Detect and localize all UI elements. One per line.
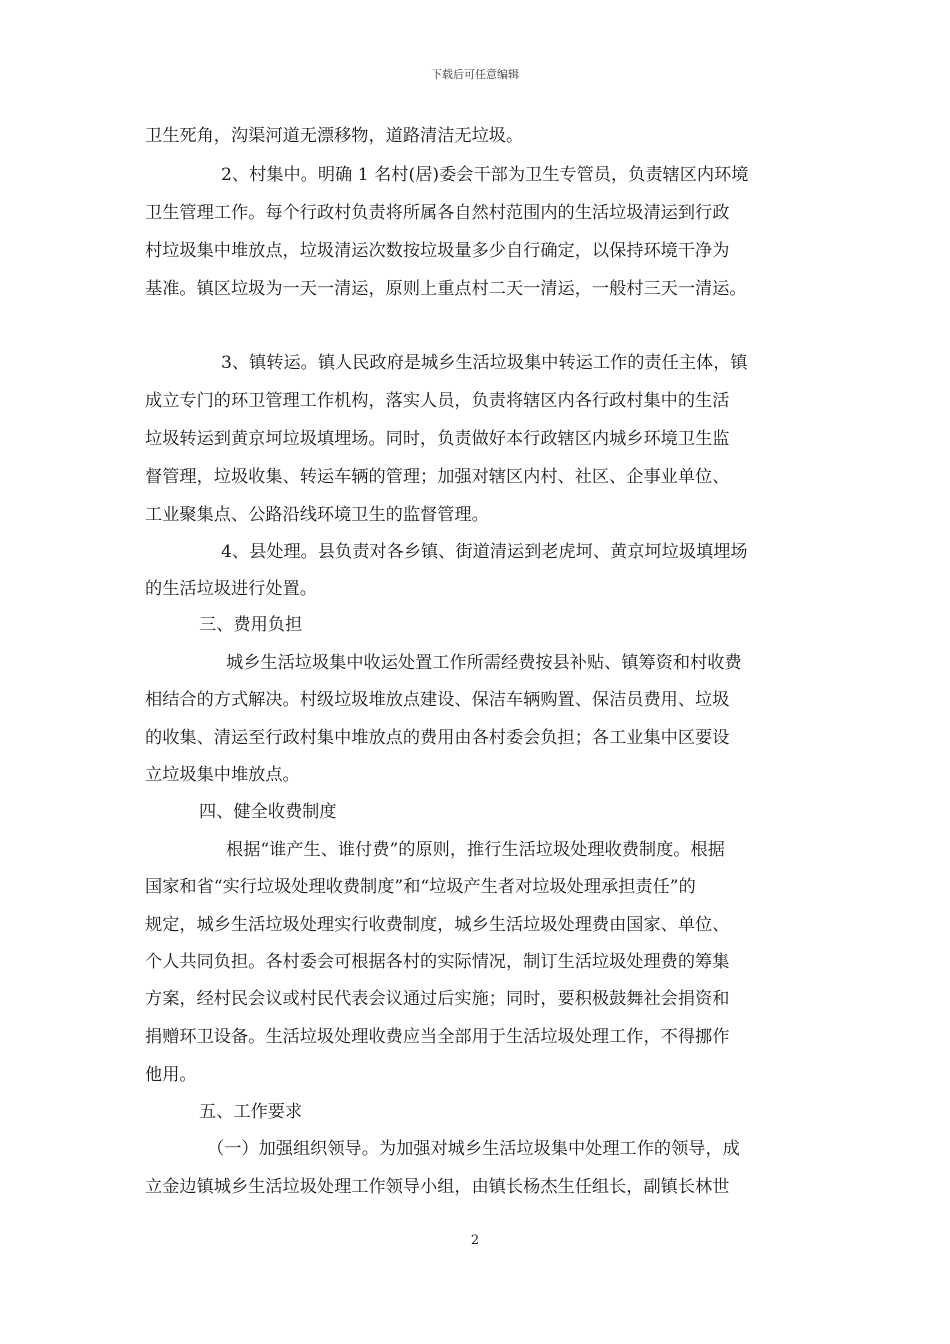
- page-header: 下载后可任意编辑: [431, 68, 519, 81]
- text-line: 村垃圾集中堆放点，垃圾清运次数按垃圾量多少自行确定，以保持环境干净为: [145, 241, 730, 261]
- text-line: 个人共同负担。各村委会可根据各村的实际情况，制订生活垃圾处理费的筹集: [145, 952, 730, 972]
- text-line: 捐赠环卫设备。生活垃圾处理收费应当全部用于生活垃圾处理工作，不得挪作: [145, 1027, 730, 1047]
- text-line: 方案，经村民会议或村民代表会议通过后实施；同时，要积极鼓舞社会捐资和: [145, 989, 730, 1009]
- text-line: 规定，城乡生活垃圾处理实行收费制度，城乡生活垃圾处理费由国家、单位、: [145, 915, 730, 935]
- section-heading: 五、工作要求: [199, 1102, 303, 1122]
- text-line: 相结合的方式解决。村级垃圾堆放点建设、保洁车辆购置、保洁员费用、垃圾: [145, 690, 730, 710]
- text-line: 立金边镇城乡生活垃圾处理工作领导小组，由镇长杨杰生任组长，副镇长林世: [145, 1177, 730, 1197]
- text-line: 的生活垃圾进行处置。: [145, 579, 317, 599]
- text-line: 根据“谁产生、谁付费”的原则，推行生活垃圾处理收费制度。根据: [226, 840, 725, 860]
- text-line: 的收集、清运至行政村集中堆放点的费用由各村委会负担；各工业集中区要设: [145, 728, 730, 748]
- text-line: 基准。镇区垃圾为一天一清运，原则上重点村二天一清运，一般村三天一清运。: [145, 279, 747, 299]
- text-line: 他用。: [145, 1065, 197, 1085]
- text-line: 4、县处理。县负责对各乡镇、街道清运到老虎坷、黄京坷垃圾填埋场: [221, 542, 748, 562]
- text-line: 3、镇转运。镇人民政府是城乡生活垃圾集中转运工作的责任主体，镇: [221, 353, 748, 373]
- text-line: 国家和省“实行垃圾处理收费制度”和“垃圾产生者对垃圾处理承担责任”的: [145, 877, 696, 897]
- text-line: 工业聚集点、公路沿线环境卫生的监督管理。: [145, 505, 489, 525]
- section-heading: 三、费用负担: [199, 615, 303, 635]
- text-line: （一）加强组织领导。为加强对城乡生活垃圾集中处理工作的领导，成: [207, 1139, 740, 1159]
- text-line: 2、村集中。明确 1 名村(居)委会干部为卫生专管员，负责辖区内环境: [221, 165, 749, 185]
- text-line: 督管理，垃圾收集、转运车辆的管理；加强对辖区内村、社区、企事业单位、: [145, 467, 730, 487]
- text-line: 卫生管理工作。每个行政村负责将所属各自然村范围内的生活垃圾清运到行政: [145, 203, 730, 223]
- text-line: 卫生死角，沟渠河道无漂移物，道路清洁无垃圾。: [145, 126, 524, 146]
- section-heading: 四、健全收费制度: [199, 802, 337, 822]
- text-line: 城乡生活垃圾集中收运处置工作所需经费按县补贴、镇筹资和村收费: [226, 653, 742, 673]
- text-line: 成立专门的环卫管理工作机构，落实人员，负责将辖区内各行政村集中的生活: [145, 391, 730, 411]
- page-number: 2: [470, 1233, 480, 1248]
- text-line: 立垃圾集中堆放点。: [145, 765, 300, 785]
- text-line: 垃圾转运到黄京坷垃圾填埋场。同时，负责做好本行政辖区内城乡环境卫生监: [145, 429, 730, 449]
